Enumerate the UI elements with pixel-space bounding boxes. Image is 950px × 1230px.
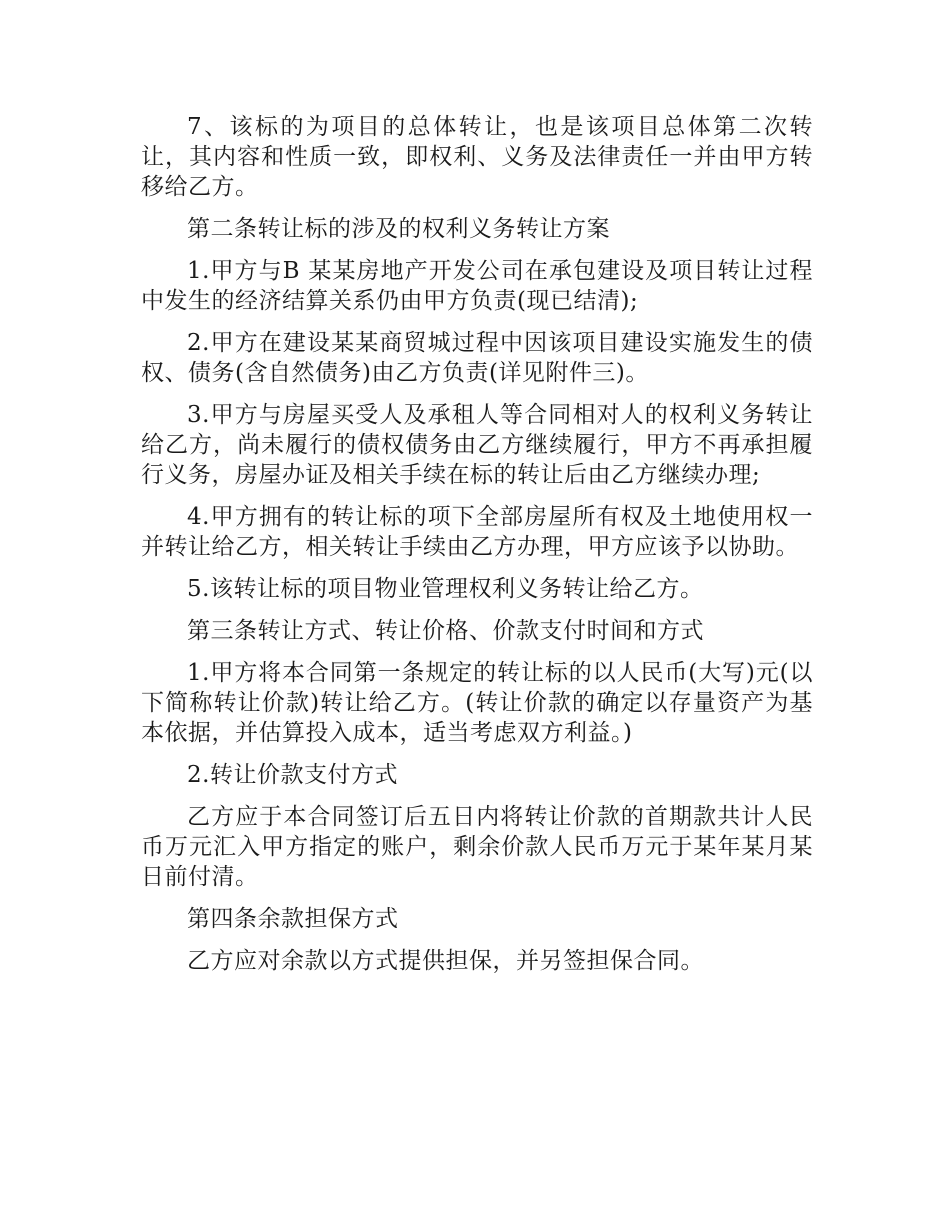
article-2-clause-4: 4.甲方拥有的转让标的项下全部房屋所有权及土地使用权一并转让给乙方，相关转让手续由乙方办理，甲方应该予以协助。 [141, 504, 813, 560]
document-page [141, 112, 813, 988]
article-2-clause-3: 3.甲方与房屋买受人及承租人等合同相对人的权利义务转让给乙方，尚未履行的债权债务由乙方继续履行，甲方不再承担履行义务，房屋办证及相关手续在标的转让后由乙方继续办理; [141, 402, 813, 488]
article-3-heading: 第三条转让方式、转让价格、价款支付时间和方式 [187, 618, 704, 644]
article-4-guarantee-terms: 乙方应对余款以方式提供担保，并另签担保合同。 [187, 948, 704, 974]
article-2-heading: 第二条转让标的涉及的权利义务转让方案 [187, 216, 610, 242]
article-3-payment-terms: 乙方应于本合同签订后五日内将转让价款的首期款共计人民币万元汇入甲方指定的账户，剩余价款人民币万元于某年某月某日前付清。 [141, 804, 813, 890]
paragraph-item-7-transfer-scope: 7、该标的为项目的总体转让，也是该项目总体第二次转让，其内容和性质一致，即权利、义务及法律责任一并由甲方转移给乙方。 [141, 114, 813, 200]
article-3-clause-2-heading: 2.转让价款支付方式 [187, 762, 398, 788]
article-2-clause-1: 1.甲方与B 某某房地产开发公司在承包建设及项目转让过程中发生的经济结算关系仍由甲方负责(现已结清); [141, 258, 813, 314]
article-2-clause-5: 5.该转让标的项目物业管理权利义务转让给乙方。 [187, 576, 704, 602]
article-2-clause-2: 2.甲方在建设某某商贸城过程中因该项目建设实施发生的债权、债务(含自然债务)由乙方负责(详见附件三)。 [141, 330, 813, 386]
article-4-heading: 第四条余款担保方式 [187, 906, 399, 932]
article-3-clause-1: 1.甲方将本合同第一条规定的转让标的以人民币(大写)元(以下简称转让价款)转让给乙方。(转让价款的确定以存量资产为基本依据，并估算投入成本，适当考虑双方利益。) [141, 660, 813, 746]
